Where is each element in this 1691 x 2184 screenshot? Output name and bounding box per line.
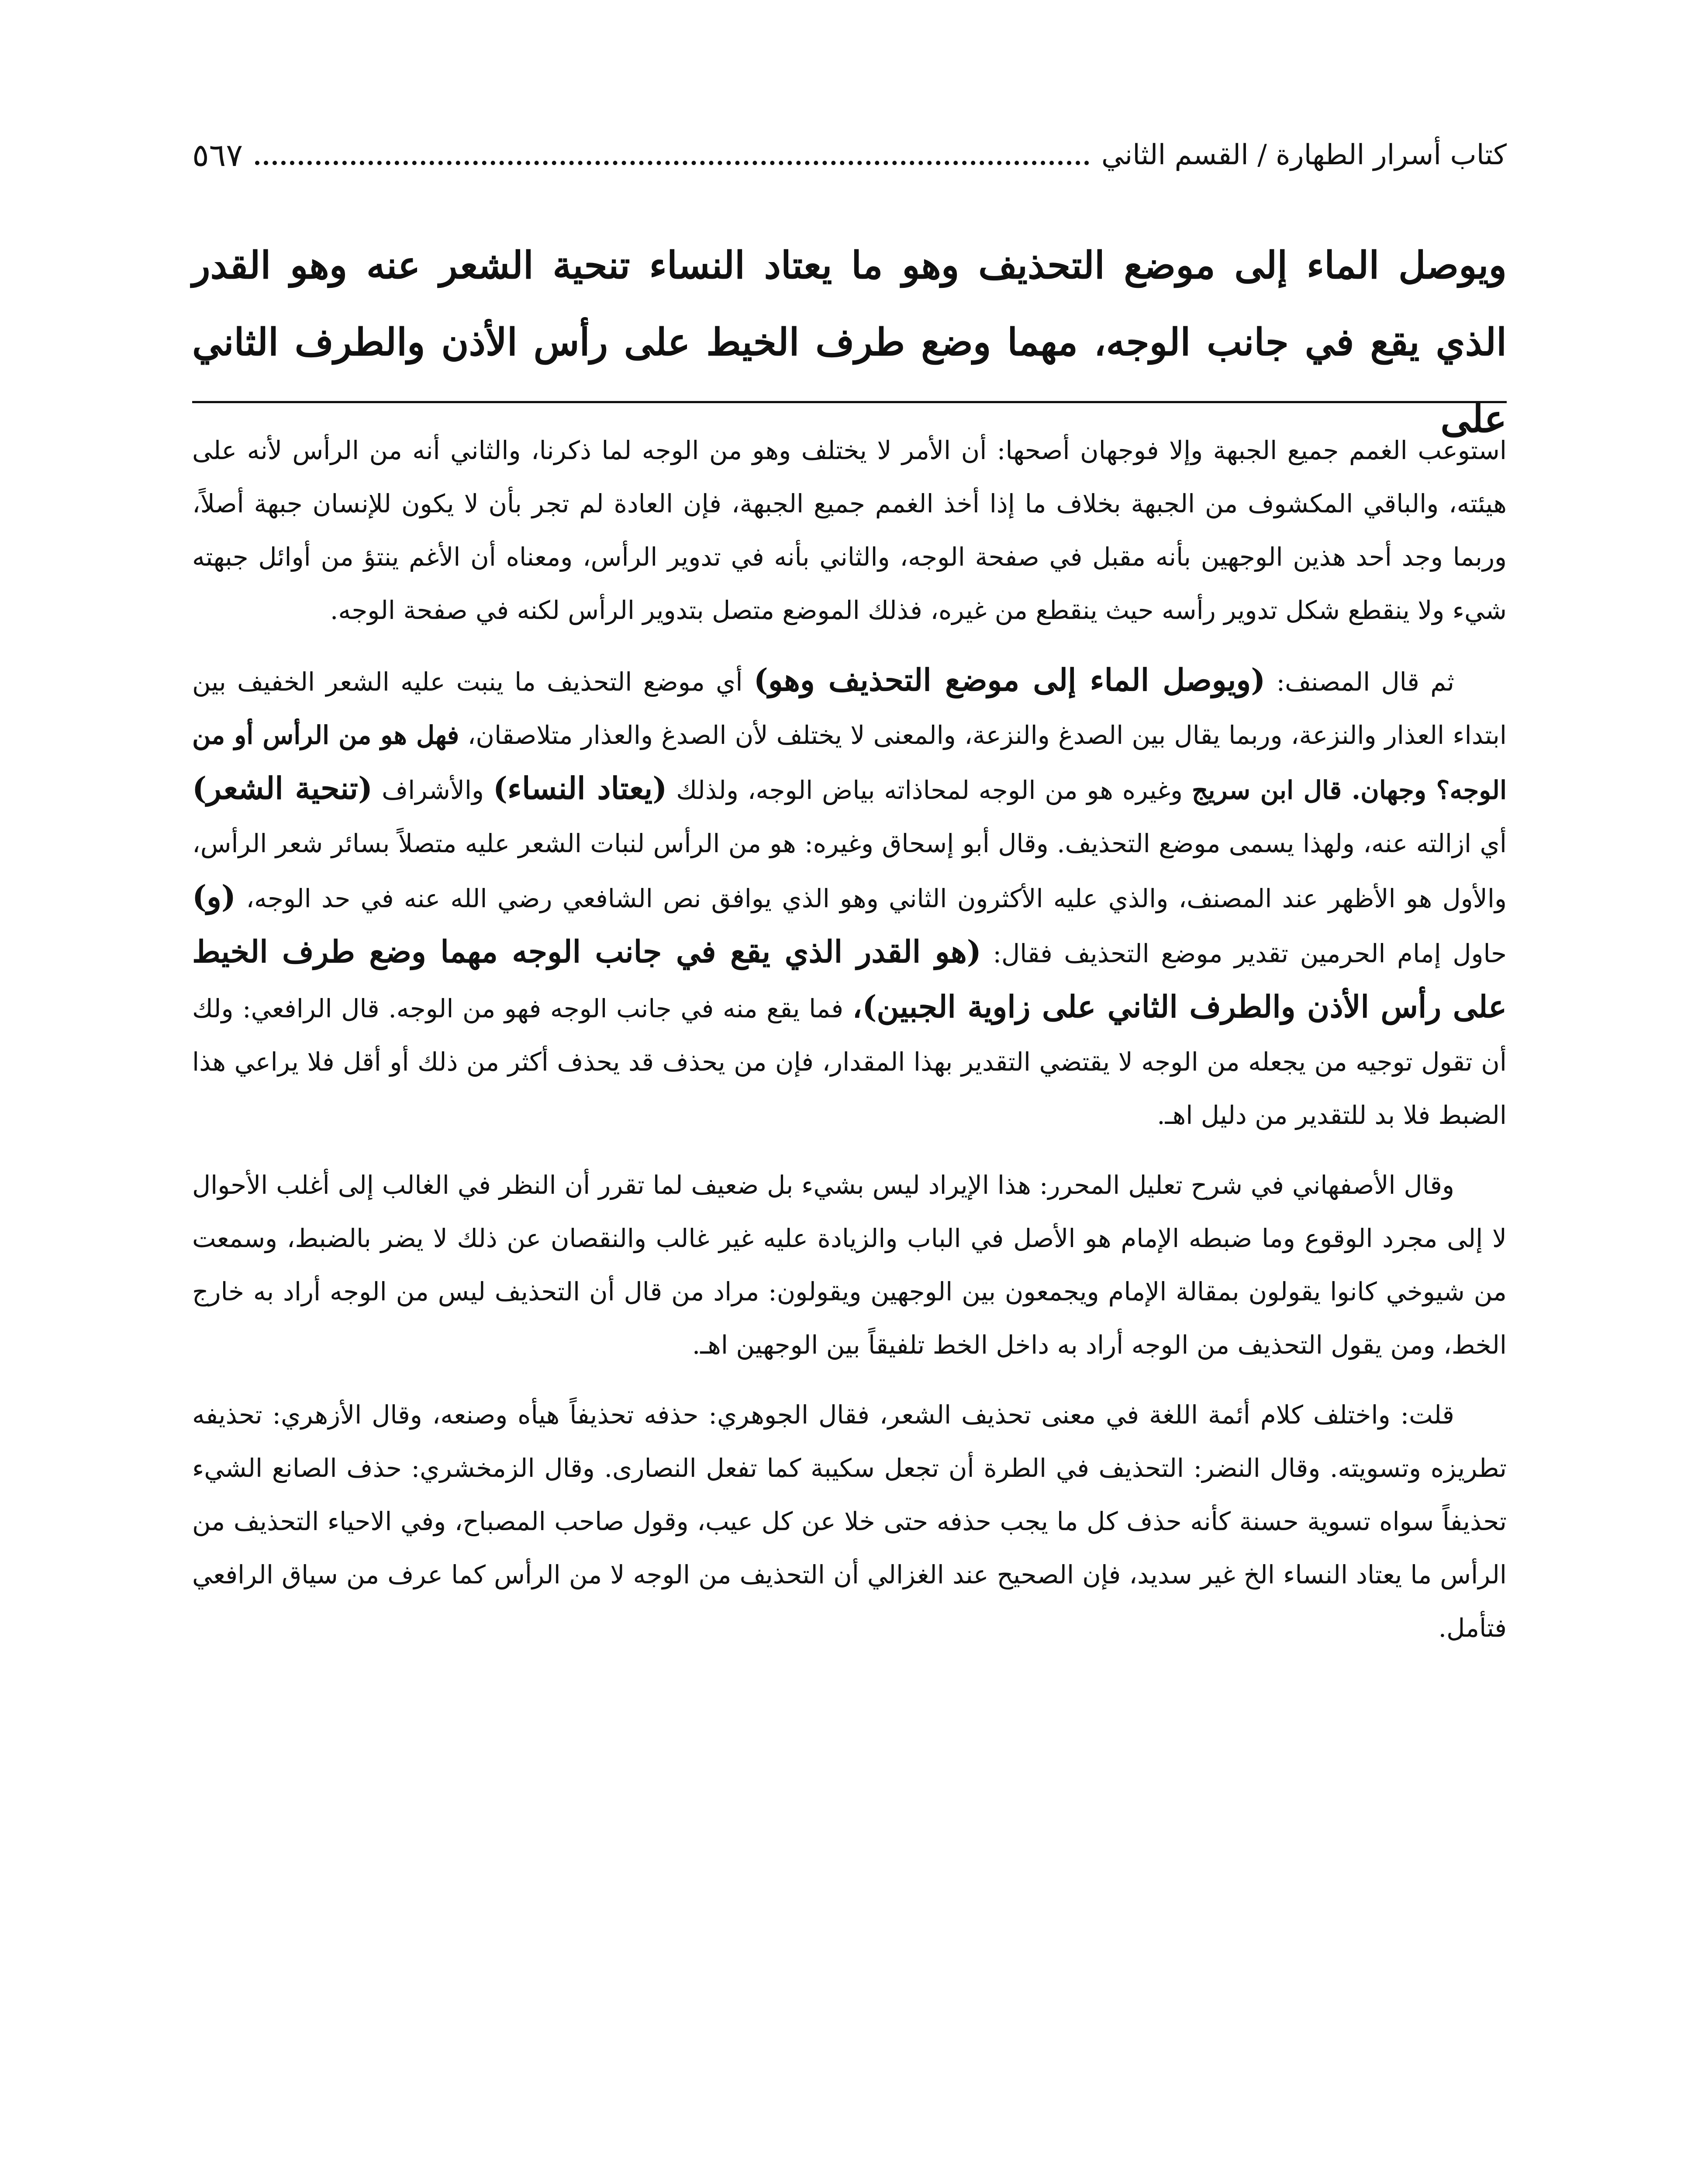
- matn-text: [192, 227, 1507, 458]
- quoted-matn: (تنحية الشعر): [192, 770, 373, 806]
- text-span: فما يقع منه في جانب الوجه فهو من الوجه. قال الرافعي: ولك أن تقول توجيه من يجعله من الوجه لا يقتضي التقدير بهذا المقدار، فإن من يحذف قد يحذف أكثر من ذلك أو أقل فلا يراعي هذا الضبط فلا بد للتقدير من دليل اهـ.: [192, 994, 1507, 1130]
- text-span: ثم قال المصنف:: [1276, 667, 1454, 697]
- matn-line: الذي يقع في جانب الوجه، مهما وضع طرف الخيط على رأس الأذن والطرف الثاني على: [192, 320, 1507, 441]
- commentary-paragraph: قلت: واختلف كلام أئمة اللغة في معنى تحذيف الشعر، فقال الجوهري: حذفه تحذيفاً هيأه وصنعه، وقال الأزهري: تحذيفه تطريزه وتسويته. وقال النضر: التحذيف في الطرة أن تجعل سكيبة كما تفعل النصارى. وقال الزمخشري: حذف الصانع الشيء تحذيفاً سواه تسوية حسنة كأنه حذف كل ما يجب حذفه حتى خلا عن كل عيب، وقول صاحب المصباح، وفي الاحياء التحذيف من الرأس ما يعتاد النساء الخ غير سديد، فإن الصحيح عند الغزالي أن التحذيف من الوجه لا من الرأس كما عرف من سياق الرافعي فتأمل.: [192, 1400, 1507, 1643]
- quoted-matn: (ويوصل الماء إلى موضع التحذيف وهو): [753, 662, 1266, 698]
- commentary-text: [192, 424, 1507, 1671]
- running-header: [192, 131, 1507, 179]
- book-page: [192, 109, 1507, 2184]
- commentary-paragraph: [192, 653, 1507, 1142]
- quoted-matn: (هو القدر الذي يقع في جانب الوجه مهما وضع طرف الخيط على رأس الأذن والطرف الثاني على زاوية الجبين)،: [192, 933, 1507, 1025]
- matn-line: ويوصل الماء إلى موضع التحذيف وهو ما يعتاد النساء تنحية الشعر عنه وهو القدر: [192, 243, 1507, 287]
- commentary-paragraph: استوعب الغمم جميع الجبهة وإلا فوجهان أصحها: أن الأمر لا يختلف وهو من الوجه لما ذكرنا، والثاني أنه من الرأس لأنه على هيئته، والباقي المكشوف من الجبهة بخلاف ما إذا أخذ الغمم جميع الجبهة، فإن العادة لم تجر بأن لا يكون للإنسان جبهة أصلاً، وربما وجد أحد هذين الوجهين بأنه مقبل في صفحة الوجه، والثاني بأنه في تدوير الرأس، ومعناه أن الأغم ينتؤ من أوائل جبهته شيء ولا ينقطع شكل تدوير رأسه حيث ينقطع من غيره، فذلك الموضع متصل بتدوير الرأس لكنه في صفحة الوجه.: [192, 435, 1507, 625]
- text-span: حاول إمام الحرمين تقدير موضع التحذيف فقال:: [993, 939, 1507, 968]
- text-span: والأشراف: [381, 775, 484, 805]
- separator-rule: [192, 401, 1507, 403]
- emphasis-text: فهل هو من الرأس أو من الوجه؟ وجهان. قال ابن سريج: [192, 720, 1507, 805]
- leader-dots: [255, 161, 1089, 165]
- book-title: كتاب أسرار الطهارة / القسم الثاني: [1101, 139, 1507, 171]
- page-number: ٥٦٧: [192, 137, 243, 173]
- quoted-matn: (يعتاد النساء): [493, 770, 667, 806]
- text-span: أي موضع التحذيف ما ينبت عليه الشعر الخفيف بين ابتداء العذار والنزعة، وربما يقال بين الصدغ والنزعة، والمعنى لا يختلف لأن الصدغ والعذار متلاصقان،: [192, 667, 1507, 750]
- commentary-paragraph: وقال الأصفهاني في شرح تعليل المحرر: هذا الإيراد ليس بشيء بل ضعيف لما تقرر أن النظر في الغالب إلى أغلب الأحوال لا إلى مجرد الوقوع وما ضبطه الإمام هو الأصل في الباب والزيادة عليه غير غالب والنقصان عن ذلك لا يضر بالضبط، وسمعت من شيوخي كانوا يقولون بمقالة الإمام ويجمعون بين الوجهين ويقولون: مراد من قال أن التحذيف ليس من الوجه أراد به خارج الخط، ومن يقول التحذيف من الوجه أراد به داخل الخط تلفيقاً بين الوجهين اهـ.: [192, 1170, 1507, 1360]
- text-span: وغيره هو من الوجه لمحاذاته بياض الوجه، ولذلك: [676, 775, 1183, 805]
- quoted-matn: (و): [192, 878, 236, 915]
- text-span: أي ازالته عنه، ولهذا يسمى موضع التحذيف. وقال أبو إسحاق وغيره: هو من الرأس لنبات الشعر عليه متصلاً بسائر شعر الرأس، والأول هو الأظهر عند المصنف، والذي عليه الأكثرون الثاني وهو الذي يوافق نص الشافعي رضي الله عنه في حد الوجه،: [192, 829, 1507, 913]
